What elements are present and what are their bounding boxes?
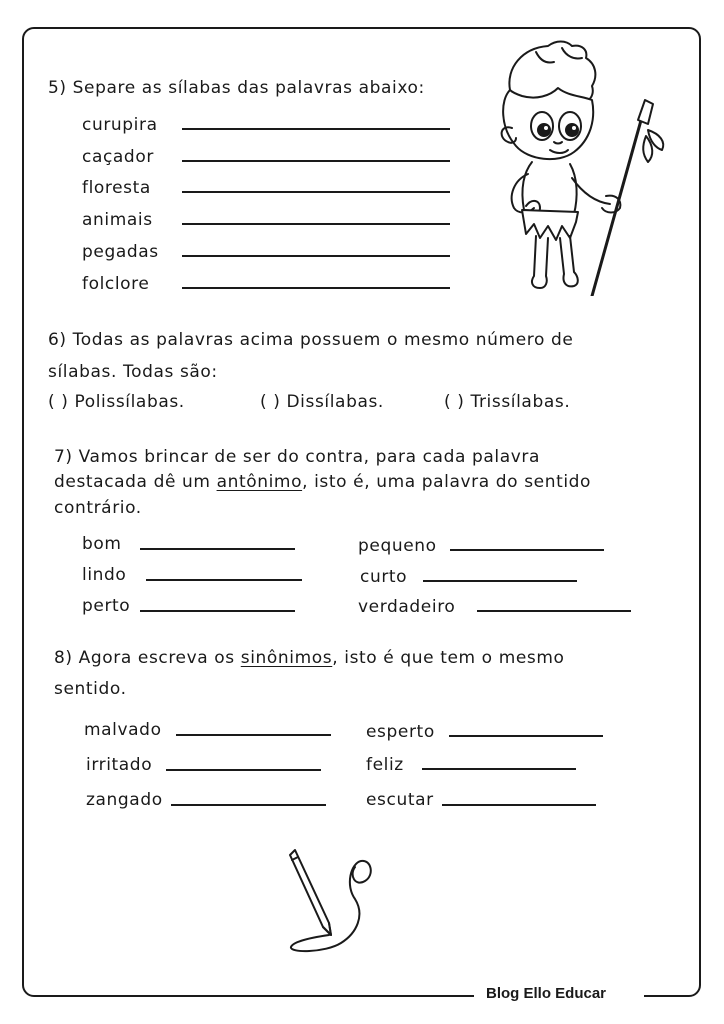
q5-word-2: caçador (82, 147, 154, 167)
q8-answer-line-esperto[interactable] (449, 735, 603, 737)
q7-answer-line-perto[interactable] (140, 610, 295, 612)
q5-answer-line-2[interactable] (182, 160, 450, 162)
q5-word-4: animais (82, 210, 153, 230)
q8-line-2: sentido. (54, 679, 127, 699)
q6-line-1: 6) Todas as palavras acima possuem o mesmo número de (48, 330, 574, 350)
q7-word-verdadeiro: verdadeiro (358, 597, 456, 617)
q6-line-2: sílabas. Todas são: (48, 362, 218, 382)
q8-answer-line-zangado[interactable] (171, 804, 326, 806)
q5-title: 5) Separe as sílabas das palavras abaixo: (48, 78, 425, 98)
q7-line-1: 7) Vamos brincar de ser do contra, para cada palavra (54, 447, 541, 467)
q8-keyword-sinonimos: sinônimos (240, 648, 333, 668)
q5-answer-line-4[interactable] (182, 223, 450, 225)
q5-word-3: floresta (82, 178, 151, 198)
q8-word-irritado: irritado (86, 755, 153, 775)
q7-word-lindo: lindo (82, 565, 127, 585)
q5-word-5: pegadas (82, 242, 159, 262)
q6-option-trissilabas[interactable]: ( ) Trissílabas. (444, 392, 571, 412)
q8-line-1: 8) Agora escreva os sinônimos, isto é que tem o mesmo (54, 648, 565, 668)
q7-word-bom: bom (82, 534, 122, 554)
q7-answer-line-bom[interactable] (140, 548, 295, 550)
q8-word-esperto: esperto (366, 722, 435, 742)
q5-word-1: curupira (82, 115, 158, 135)
q6-option-dissilabas[interactable]: ( ) Dissílabas. (260, 392, 384, 412)
footer-brand: Blog Ello Educar (486, 985, 607, 1002)
q7-answer-line-verdadeiro[interactable] (477, 610, 631, 612)
q6-option-polissilabas[interactable]: ( ) Polissílabas. (48, 392, 185, 412)
q5-word-6: folclore (82, 274, 150, 294)
q7-answer-line-lindo[interactable] (146, 579, 302, 581)
pencil-doodle-icon (285, 845, 395, 955)
q8-word-zangado: zangado (86, 790, 163, 810)
q7-line-2: destacada dê um antônimo, isto é, uma palavra do sentido (54, 472, 592, 492)
q7-keyword-antonimo: antônimo (216, 472, 303, 492)
q7-word-pequeno: pequeno (358, 536, 437, 556)
q5-answer-line-1[interactable] (182, 128, 450, 130)
q7-answer-line-curto[interactable] (423, 580, 577, 582)
q7-line-3: contrário. (54, 498, 142, 518)
q8-word-malvado: malvado (84, 720, 162, 740)
q8-word-escutar: escutar (366, 790, 434, 810)
q7-word-perto: perto (82, 596, 131, 616)
q5-answer-line-6[interactable] (182, 287, 450, 289)
q8-answer-line-feliz[interactable] (422, 768, 576, 770)
q5-answer-line-3[interactable] (182, 191, 450, 193)
q8-answer-line-malvado[interactable] (176, 734, 331, 736)
boy-with-spear-illustration (470, 38, 690, 296)
q8-answer-line-irritado[interactable] (166, 769, 321, 771)
q8-answer-line-escutar[interactable] (442, 804, 596, 806)
q7-answer-line-pequeno[interactable] (450, 549, 604, 551)
q5-answer-line-5[interactable] (182, 255, 450, 257)
q7-word-curto: curto (360, 567, 408, 587)
q8-word-feliz: feliz (366, 755, 404, 775)
